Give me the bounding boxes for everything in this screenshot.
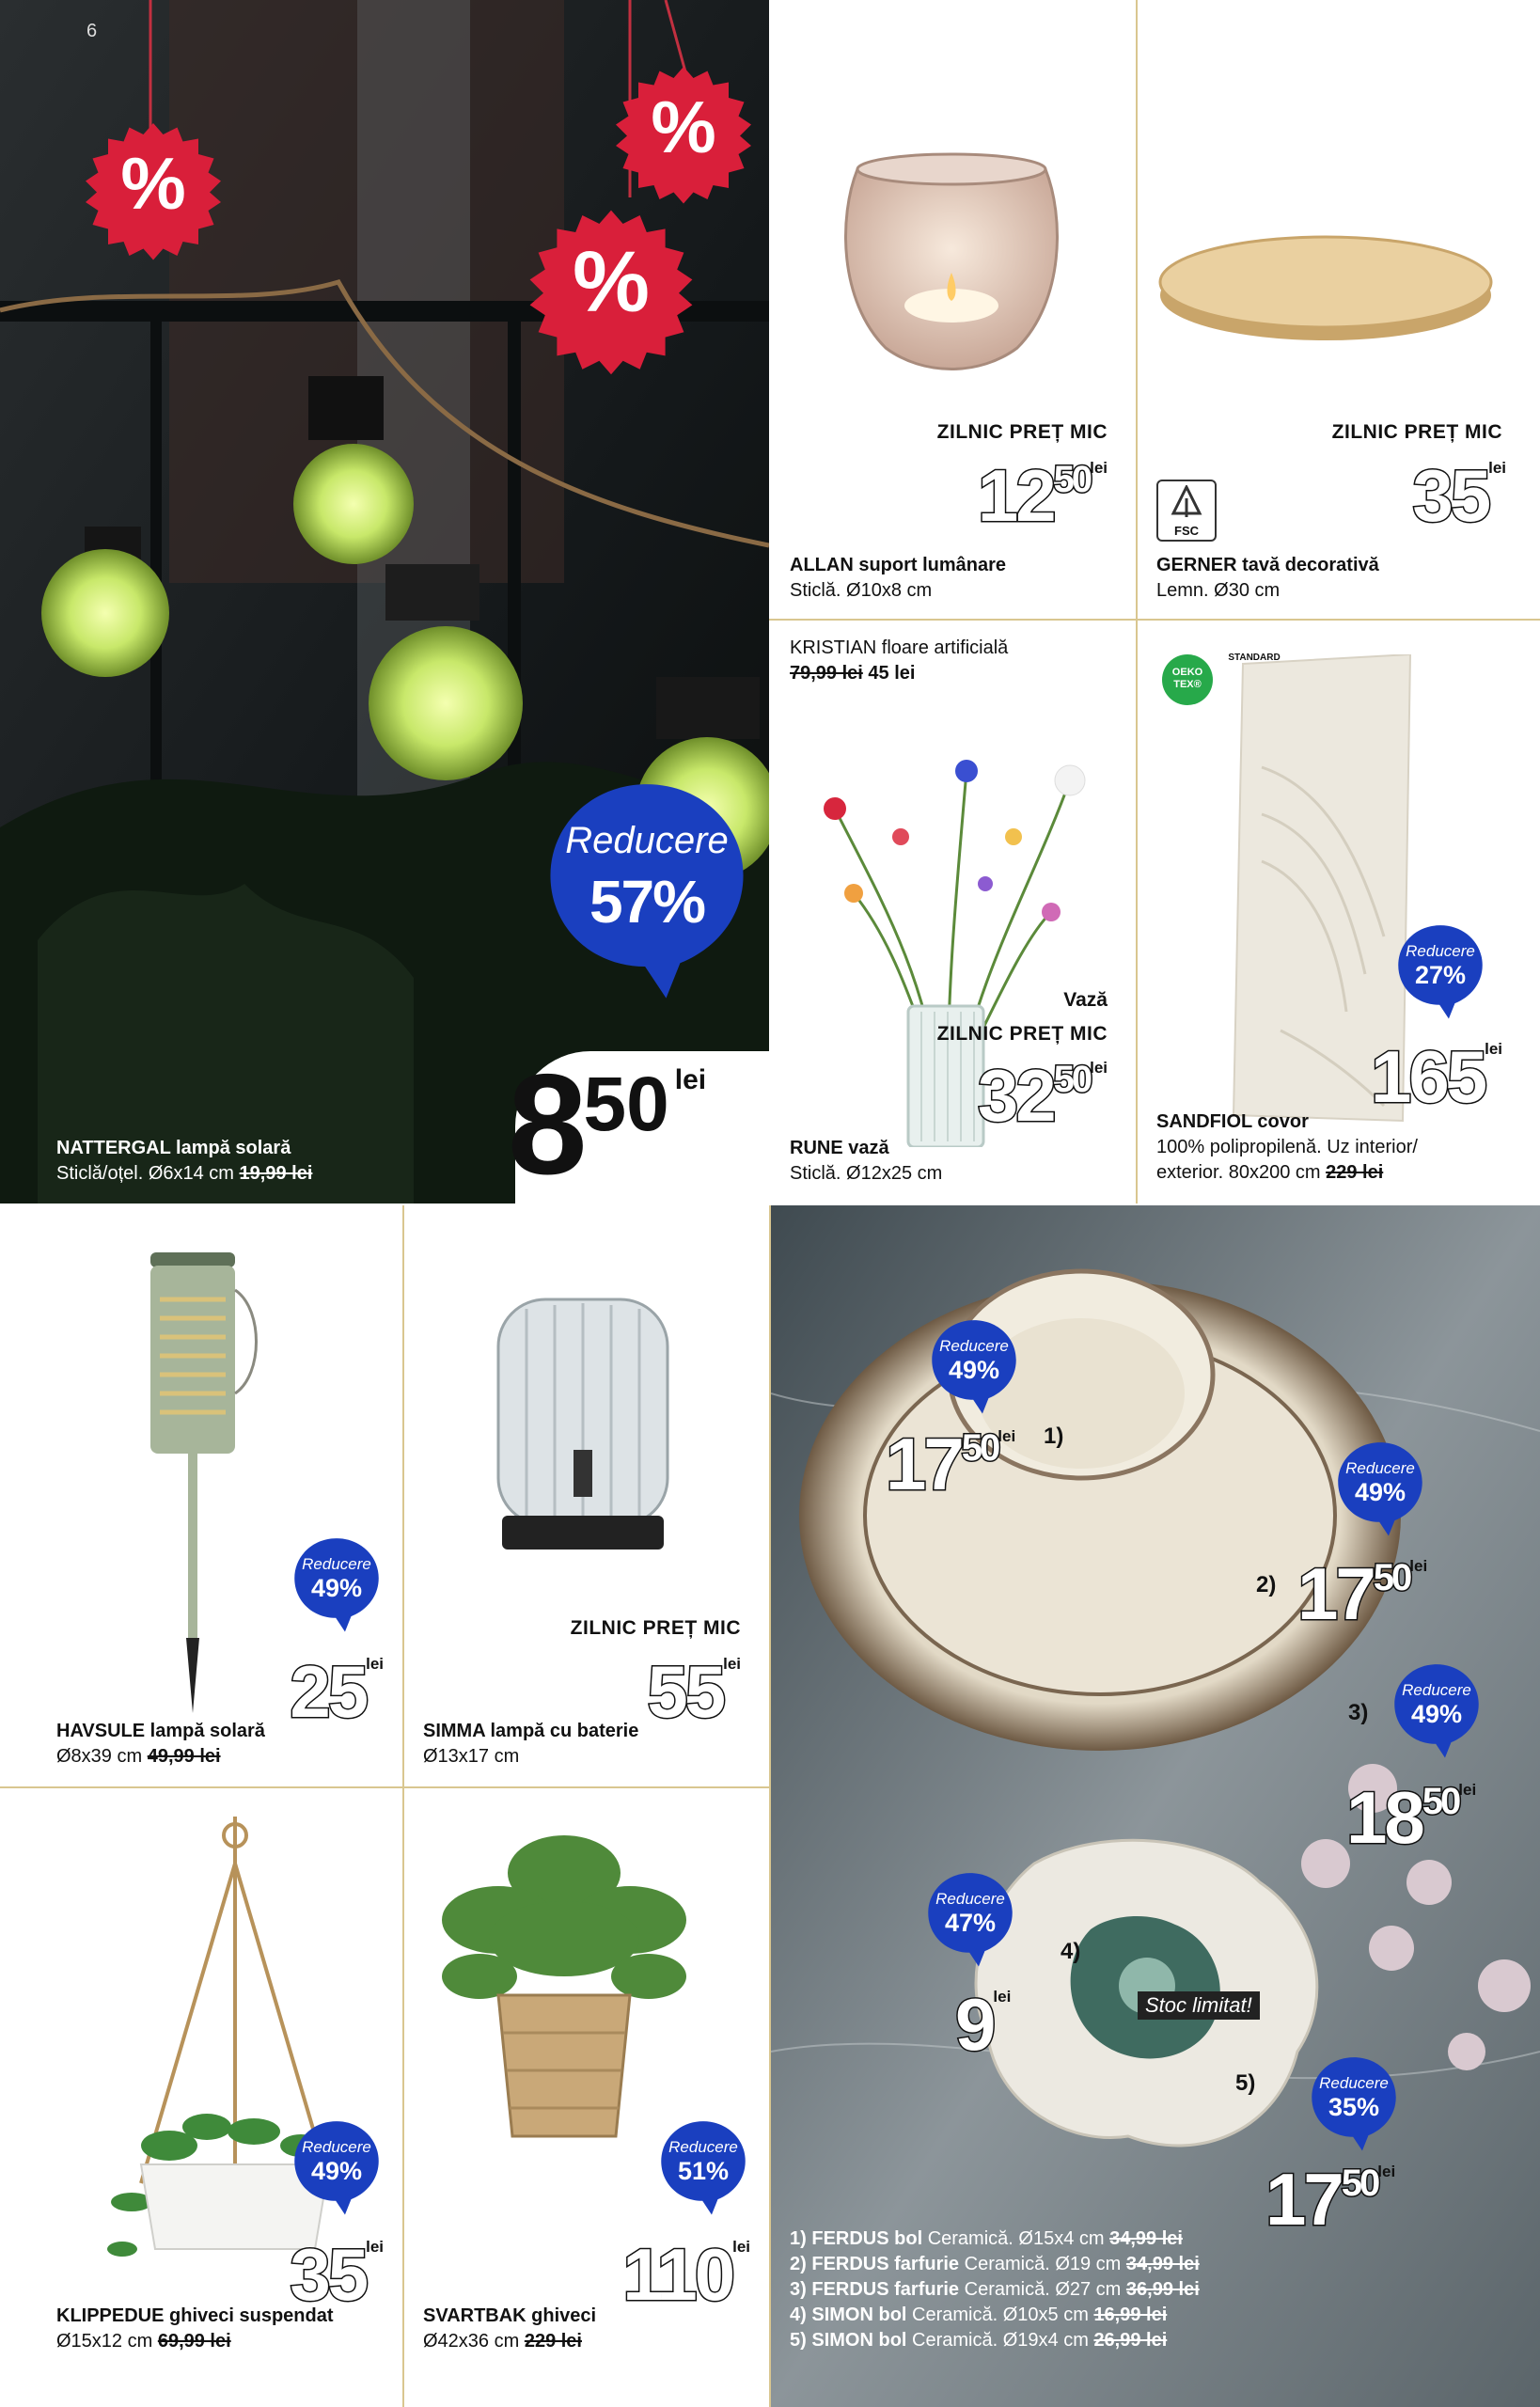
percent-symbol: %	[573, 234, 650, 330]
gerner-caption: GERNER tavă decorativă Lemn. Ø30 cm	[1156, 555, 1379, 601]
marker-3: 3)	[1348, 1700, 1369, 1725]
divider	[769, 1205, 771, 2407]
badge-value: 47%	[944, 1909, 997, 1937]
tableware-list	[790, 2226, 1200, 2353]
page-number: 6	[86, 21, 98, 41]
wicker-planter-image	[423, 1807, 705, 2164]
badge-label: Reducere	[939, 1337, 1009, 1355]
divider	[769, 619, 1540, 621]
simma-caption: SIMMA lampă cu baterie Ø13x17 cm	[423, 1721, 639, 1767]
list-item: 1) FERDUS bol Ceramică. Ø15x4 cm 34,99 lei	[790, 2228, 1183, 2249]
vase-label: Vază	[1063, 989, 1108, 1011]
allan-caption: ALLAN suport lumânare Sticlă. Ø10x8 cm	[790, 555, 1007, 601]
divider	[0, 1786, 769, 1788]
divider	[402, 1205, 404, 2407]
ferdus-farfurie-27-price: 1850lei	[1346, 1776, 1477, 1859]
badge-label: Reducere	[1402, 1681, 1471, 1699]
allan-price: 1250lei	[977, 454, 1108, 537]
list-item: 4) SIMON bol Ceramică. Ø10x5 cm 16,99 lei	[790, 2305, 1168, 2325]
gerner-tag: ZILNIC PREȚ MIC	[1331, 421, 1502, 443]
hanging-planter-image	[94, 1807, 376, 2296]
rune-caption: RUNE vază Sticlă. Ø12x25 cm	[790, 1138, 943, 1184]
badge-value: 35%	[1328, 2093, 1380, 2121]
badge-label: Reducere	[668, 2138, 738, 2156]
svartbak-caption: SVARTBAK ghiveci Ø42x36 cm 229 lei	[423, 2305, 597, 2352]
list-item: 2) FERDUS farfurie Ceramică. Ø19 cm 34,99 lei	[790, 2254, 1200, 2274]
svartbak-price: 110lei	[622, 2233, 750, 2316]
svartbak-card	[404, 1788, 769, 2407]
glass-lamp-image	[470, 1281, 696, 1581]
sandfiol-caption: SANDFIOL covor 100% polipropilenă. Uz interior/ exterior. 80x200 cm 229 lei	[1156, 1111, 1418, 1183]
ferdus-bol-price: 1750lei	[886, 1423, 1016, 1505]
badge-value: 49%	[948, 1356, 1000, 1384]
havsule-card	[0, 1205, 402, 1786]
badge-label: Reducere	[302, 2138, 371, 2156]
badge-label: Reducere	[1345, 1459, 1415, 1477]
klippedue-price: 35lei	[290, 2233, 384, 2316]
simma-card	[404, 1205, 769, 1786]
tableware-hero	[771, 1205, 1540, 2407]
badge-label: Reducere	[935, 1890, 1005, 1908]
badge-value: 27%	[1414, 961, 1467, 989]
wooden-tray-image	[1156, 216, 1495, 348]
simon-bol-10-price: 9lei	[955, 1983, 1012, 2066]
stock-note: Stoc limitat!	[1138, 1991, 1260, 2020]
kristian-rune-card	[769, 621, 1136, 1204]
sandfiol-card	[1138, 621, 1540, 1204]
nattergal-price-text: 850 lei	[508, 1045, 707, 1204]
sandfiol-price: 165lei	[1370, 1035, 1502, 1118]
percent-symbol: %	[651, 86, 716, 168]
simma-tag: ZILNIC PREȚ MIC	[570, 1617, 741, 1639]
badge-label: Reducere	[565, 820, 729, 861]
allan-card	[769, 0, 1136, 619]
marker-4: 4)	[1061, 1939, 1081, 1964]
badge-value: 49%	[1410, 1700, 1463, 1728]
rune-tag: ZILNIC PREȚ MIC	[936, 1023, 1108, 1045]
badge-value: 49%	[310, 2157, 363, 2185]
simon-bol-19-price: 1750lei	[1265, 2158, 1396, 2241]
nattergal-hero	[0, 0, 769, 1204]
klippedue-caption: KLIPPEDUE ghiveci suspendat Ø15x12 cm 69,99 lei	[56, 2305, 334, 2352]
badge-label: Reducere	[302, 1555, 371, 1573]
tree-icon	[1168, 485, 1205, 519]
marker-2: 2)	[1256, 1572, 1277, 1597]
badge-value: 51%	[677, 2157, 730, 2185]
standard-label: STANDARD	[1228, 653, 1281, 663]
percent-symbol: %	[120, 142, 186, 225]
allan-tag: ZILNIC PREȚ MIC	[936, 421, 1108, 443]
simma-price: 55lei	[647, 1650, 741, 1733]
fsc-logo: FSC	[1156, 480, 1217, 542]
badge-label: Reducere	[1319, 2074, 1389, 2092]
klippedue-card	[0, 1788, 402, 2407]
gerner-price: 35lei	[1412, 454, 1506, 537]
solar-lamp-image	[122, 1234, 273, 1723]
kristian-caption: KRISTIAN floare artificială 79,99 lei 45 lei	[790, 637, 1009, 684]
nattergal-caption: NATTERGAL lampă solară Sticlă/oțel. Ø6x14 cm 19,99 lei	[56, 1138, 313, 1184]
badge-value: 57%	[589, 868, 705, 936]
marker-1: 1)	[1044, 1424, 1064, 1449]
badge-value: 49%	[1354, 1478, 1406, 1506]
oeko-tex-logo: OEKO TEX®	[1162, 654, 1213, 705]
divider	[1136, 0, 1138, 1204]
marker-5: 5)	[1235, 2070, 1256, 2096]
candle-holder-image	[829, 141, 1074, 385]
havsule-caption: HAVSULE lampă solară Ø8x39 cm 49,99 lei	[56, 1721, 265, 1767]
ferdus-farfurie-19-price: 1750lei	[1297, 1552, 1428, 1635]
list-item: 5) SIMON bol Ceramică. Ø19x4 cm 26,99 lei	[790, 2330, 1168, 2351]
gerner-card	[1138, 0, 1540, 619]
havsule-price: 25lei	[290, 1650, 384, 1733]
list-item: 3) FERDUS farfurie Ceramică. Ø27 cm 36,99 lei	[790, 2279, 1200, 2300]
badge-label: Reducere	[1406, 942, 1475, 960]
rune-price: 3250lei	[977, 1054, 1108, 1137]
badge-value: 49%	[310, 1574, 363, 1602]
